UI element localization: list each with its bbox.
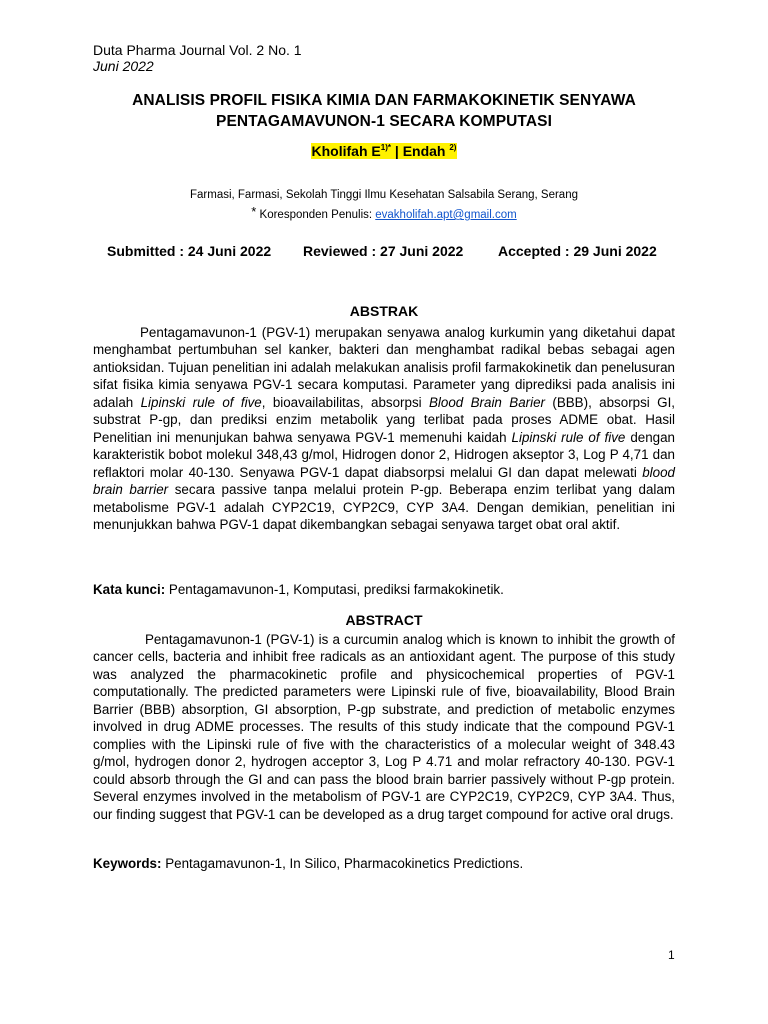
abstrak-text-4: dengan karakteristik bobot molekul 348,43 g/mol, Hidrogen donor 2, Hidrogen akseptor 3, Log P 4,71 dan reflaktori molar 40-130. Senyawa PGV-1 dapat diabsorpsi melalui GI dan dapat melewati (93, 429, 676, 480)
journal-date: Juni 2022 (93, 58, 154, 74)
reviewed-date: Reviewed : 27 Juni 2022 (303, 243, 464, 259)
page-number: 1 (668, 948, 675, 962)
abstract-paragraph: Pentagamavunon-1 (PGV-1) is a curcumin analog which is known to inhibit the growth of cancer cells, bacteria and inhibit free radicals as an antioxidant agent. The purpose of this study was analyzed the pharmacokinetic profile and physicochemical properties of PGV-1 computationally. The predicted parameters were Lipinski rule of five, bioavailability, Blood Brain Barrier (BBB) absorption, GI absorption, P-gp substrate, and prediction of metabolic enzymes involved in drug ADME processes. The results of this study indicate that the compound PGV-1 complies with the Lipinski rule of five with the characteristics of a molecular weight of 348.43 g/mol, hydrogen donor 2, hydrogen acceptor 3, Log P 4.71 and molar refractory 40-130. PGV-1 could absorb through the GI and can pass the blood brain barrier passively without P-gp protein. Several enzymes involved in the metabolism of PGV-1 are CYP2C19, CYP2C9, CYP 3A4. Thus, our finding suggest that PGV-1 can be developed as a drug target compound for active oral drugs. (93, 632, 675, 822)
abstrak-text-5: secara passive tanpa melalui protein P-gp. Beberapa enzim terlibat yang dalam metabolisme PGV-1 adalah CYP2C19, CYP2C9, CYP 3A4. Dengan demikian, penelitian ini menunjukkan bahwa PGV-1 dapat dikembangkan sebagai senyawa target obat oral aktif. (93, 482, 675, 532)
abstrak-text-2: , bioavailabilitas, absorpsi (261, 394, 429, 410)
abstrak-text-3: (BBB), absorpsi GI, substrat P-gp, dan prediksi enzim metabolik yang terlibat pada proses ADME obat. Hasil Penelitian ini menunjukan bahwa senyawa PGV-1 memenuhi kaidah (93, 394, 676, 445)
author-highlight (311, 143, 458, 159)
paper-title (60, 90, 708, 132)
abstract-heading: ABSTRACT (345, 612, 423, 628)
author-1-affil-mark: 1)* (380, 143, 391, 152)
abstrak-italic-1: Lipinski rule of five (140, 394, 262, 410)
abstrak-heading: ABSTRAK (349, 303, 419, 319)
correspondence-email-link[interactable]: evakholifah.apt@gmail.com (375, 209, 517, 221)
keywords-label: Keywords: (93, 856, 162, 871)
abstrak-paragraph (93, 324, 675, 533)
kata-kunci-label: Kata kunci: (93, 582, 166, 597)
keywords (93, 855, 523, 872)
correspondence-star: * (251, 204, 257, 219)
abstrak-text-1: Pentagamavunon-1 (PGV-1) merupakan senyawa analog kurkumin yang diketahui dapat menghambat pertumbuhan sel kanker, bakteri dan menghambat radikal bebas sebagai agen antioksidan. Tujuan penelitian ini adalah melakukan analisis profil farmakokinetik dan penelusuran sifat fisika kimia senyawa PGV-1 secara komputasi. Parameter yang diprediksi pada analisis ini adalah (93, 325, 675, 410)
author-line (0, 142, 768, 160)
author-2-name: Endah (402, 143, 446, 159)
kata-kunci-values: Pentagamavunon-1, Komputasi, prediksi farmakokinetik. (165, 582, 504, 597)
accepted-date: Accepted : 29 Juni 2022 (498, 243, 657, 259)
journal-header: Duta Pharma Journal Vol. 2 No. 1 (93, 42, 302, 58)
abstrak-italic-4: blood brain barrier (93, 464, 675, 498)
abstrak-italic-3: Lipinski rule of five (511, 429, 626, 445)
correspondence-label: Koresponden Penulis: (256, 209, 376, 221)
title-line-1: ANALISIS PROFIL FISIKA KIMIA DAN FARMAKOKINETIK SENYAWA (132, 92, 636, 109)
submitted-date: Submitted : 24 Juni 2022 (107, 243, 272, 259)
correspondence (0, 204, 768, 223)
author-2-affil-mark: 2) (449, 143, 457, 152)
author-1-name: Kholifah E (311, 143, 381, 159)
title-line-2: PENTAGAMAVUNON-1 SECARA KOMPUTASI (216, 113, 552, 130)
abstrak-italic-2: Blood Brain Barier (429, 394, 545, 410)
kata-kunci (93, 581, 504, 598)
keywords-values: Pentagamavunon-1, In Silico, Pharmacokinetics Predictions. (161, 856, 524, 871)
affiliation: Farmasi, Farmasi, Sekolah Tinggi Ilmu Kesehatan Salsabila Serang, Serang (189, 189, 578, 201)
author-separator: | (390, 143, 403, 159)
